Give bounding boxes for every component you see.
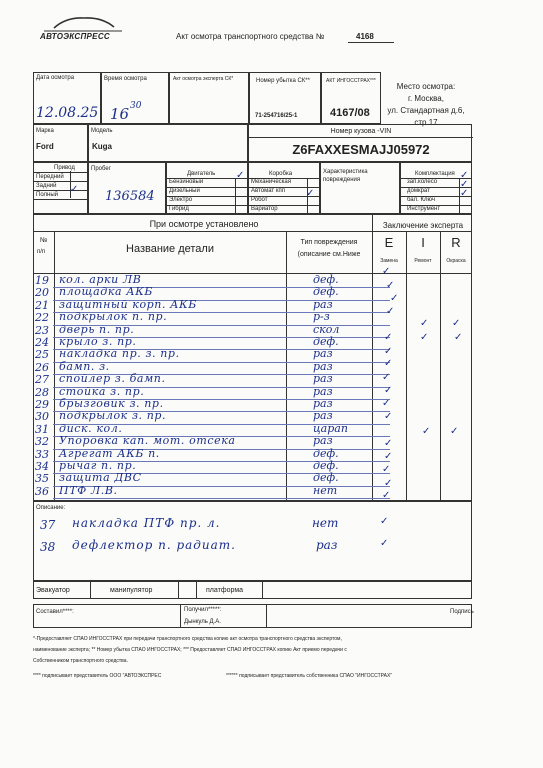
footnote: *-Предоставляет СПАО ИНГОССТРАХ при передачи транспортного средства копию акт осмотра транспортного средства экспертом, — [33, 636, 342, 642]
gearbox-box: Коробка Механическая Автомат кпп Робот Вариатор — [248, 162, 320, 214]
vin-value: Z6FAXXESMAJJ05972 — [292, 142, 430, 157]
row-number: 24 — [35, 336, 49, 349]
damage-type: деф. — [313, 471, 339, 485]
check-mark-icon: ✓ — [460, 188, 469, 199]
check-mark-icon: ✓ — [380, 538, 389, 549]
row-number: 33 — [35, 447, 49, 461]
loss-number-box[interactable]: Номер убытка СК** 71-254716/25-1 — [249, 72, 321, 124]
check-mark-icon: ✓ — [306, 188, 315, 199]
check-mark-icon: ✓ — [384, 411, 393, 422]
logo — [36, 14, 128, 44]
damage-type: царап — [313, 421, 348, 435]
part-name: дверь п. пр. — [59, 322, 135, 336]
part-name: защита ДВС — [59, 471, 142, 485]
check-mark-icon: ✓ — [382, 266, 391, 277]
part-name: стойка з. пр. — [59, 384, 145, 398]
check-mark-icon: ✓ — [384, 451, 393, 462]
check-mark-icon: ✓ — [452, 318, 461, 329]
row-number: 25 — [35, 348, 49, 362]
vin-box[interactable]: Номер кузова -VIN Z6FAXXESMAJJ05972 — [248, 124, 472, 162]
damage-type: нет — [313, 483, 338, 497]
damage-type: деф. — [313, 285, 339, 299]
brand-box[interactable]: Марка Ford — [33, 124, 88, 162]
footnote: наименование эксперта; ** Номер убытка СПАО ИНГОССТРАХ; *** Предоставляет СПАО ИНГОССТРАХ копию Акт приемо передачи с — [33, 647, 347, 653]
check-mark-icon: ✓ — [384, 438, 393, 449]
part-name: брызговик з. пр. — [59, 397, 164, 410]
row-number: 23 — [35, 323, 49, 337]
row-number: 26 — [35, 360, 49, 374]
established-title: При осмотре установлено — [149, 219, 259, 229]
check-mark-icon: ✓ — [422, 426, 431, 437]
check-mark-icon: ✓ — [70, 184, 79, 195]
col-part-name: Название детали — [126, 243, 214, 255]
row-number: 20 — [35, 286, 49, 300]
table-header: При осмотре установлено Заключение эксперта № п/п Название детали Тип повреждения (описание см.Ниже E I R Замена Ремонт Окраска — [33, 214, 472, 274]
row-number: 19 — [35, 274, 49, 287]
check-mark-icon: ✓ — [384, 385, 393, 396]
check-mark-icon: ✓ — [390, 293, 399, 304]
part-name: ПТФ Л.В. — [59, 483, 118, 497]
logo-text: АВТОЭКСПРЕСС — [40, 32, 110, 41]
damage-type: раз — [313, 409, 333, 423]
table-row[interactable] — [33, 483, 472, 499]
bottom-note-right: ****** подписывает представитель собственника СПАО "ИНГОССТРАХ" — [226, 673, 393, 679]
part-name: защитный корп. АКБ — [59, 297, 197, 311]
row-underline — [53, 498, 390, 499]
damage-type: деф. — [313, 446, 339, 460]
mileage-box[interactable]: Пробег 136584 — [88, 162, 166, 214]
damage-type: раз — [313, 297, 333, 311]
check-mark-icon: ✓ — [384, 358, 393, 369]
check-mark-icon: ✓ — [382, 398, 391, 409]
part-name: подкрылок з. пр. — [59, 409, 167, 423]
part-name: крыло з. пр. — [59, 335, 137, 348]
check-mark-icon: ✓ — [382, 464, 391, 475]
part-name: кол. арки ЛВ — [59, 273, 142, 286]
check-mark-icon: ✓ — [460, 179, 469, 190]
check-mark-icon: ✓ — [236, 170, 245, 181]
damage-type: скол — [313, 322, 340, 336]
damage-type: раз — [313, 372, 333, 386]
part-name: Агрегат АКБ п. — [59, 446, 160, 460]
drive-box: Привод Передний Задний Полный — [33, 162, 88, 214]
signatures-row[interactable]: Составил****: Получил*****: Дынкуль Д.А. Подпись — [33, 604, 472, 628]
row-number: 28 — [35, 385, 49, 399]
check-mark-icon: ✓ — [384, 332, 393, 343]
check-mark-icon: ✓ — [450, 426, 459, 437]
part-name: накладка пр. з. пр. — [59, 347, 180, 361]
damage-characteristic-box[interactable]: Характеристика повреждения — [320, 162, 400, 214]
row-number: 21 — [35, 298, 49, 312]
damage-type: деф. — [313, 459, 339, 472]
conclusion-title: Заключение эксперта — [382, 221, 464, 230]
part-name: площадка АКБ — [59, 285, 154, 299]
part-name: бамп. з. — [59, 359, 110, 373]
damage-type: раз — [313, 397, 333, 410]
check-mark-icon: ✓ — [420, 318, 429, 329]
ingos-act-box[interactable]: АКТ ИНГОССТРАХ*** 4167/08 — [321, 72, 381, 124]
footnote: Собственником транспортного средства. — [33, 658, 128, 664]
part-name: рычаг п. пр. — [59, 459, 137, 472]
damage-type: р-з — [313, 310, 330, 324]
damage-type: раз — [313, 384, 333, 398]
row-number: 31 — [35, 422, 49, 436]
date-box[interactable]: Дата осмотра 12.08.25 — [33, 72, 101, 124]
row-number: 32 — [35, 435, 49, 449]
bottom-note-left: **** подписывает представитель ООО "АВТОЭКСПРЕС — [33, 673, 162, 679]
row-number: 27 — [35, 373, 49, 387]
check-mark-icon: ✓ — [386, 306, 395, 317]
row-number: 35 — [35, 472, 49, 486]
check-mark-icon: ✓ — [386, 280, 395, 291]
row-number: 29 — [35, 398, 49, 411]
row-number: 34 — [35, 460, 49, 473]
part-name: спойлер з. бамп. — [59, 372, 166, 386]
description-box[interactable]: Описание: — [33, 501, 472, 581]
hw-date: 12.08.25 — [36, 105, 99, 121]
row-number: 22 — [35, 311, 49, 325]
engine-box: Двигатель Бензиновый Дизельный Электро Гибрид — [166, 162, 248, 214]
damage-type: раз — [313, 359, 333, 373]
row-number: 30 — [35, 410, 49, 424]
transport-row: Эвакуатор манипулятор платформа — [33, 581, 472, 599]
doc-title: Акт осмотра транспортного средства № — [176, 32, 325, 41]
check-mark-icon: ✓ — [454, 332, 463, 343]
inspection-place: Место осмотра: г. Москва, ул. Стандартная д.6, стр.17 — [387, 82, 465, 127]
row-number: 36 — [35, 484, 49, 498]
part-name: диск. кол. — [59, 421, 123, 435]
doc-number: 4168 — [356, 32, 374, 41]
check-mark-icon: ✓ — [380, 516, 389, 527]
check-mark-icon: ✓ — [382, 490, 391, 501]
damage-type: раз — [313, 434, 333, 448]
damage-type: раз — [313, 347, 333, 361]
expert-act-box[interactable]: Акт осмотра эксперта СК* — [169, 72, 249, 124]
damage-type: деф. — [313, 335, 339, 348]
kit-box: Комплектация зап.колесо домкрат бал. Ключ Инструмент — [400, 162, 472, 214]
check-mark-icon: ✓ — [460, 170, 469, 181]
part-name: Упоровка кап. мот. отсека — [59, 434, 236, 448]
model-box[interactable]: Модель Kuga — [88, 124, 248, 162]
part-name: подкрылок п. пр. — [59, 310, 168, 324]
damage-type: деф. — [313, 273, 339, 286]
time-box[interactable]: Время осмотра 16 30 — [101, 72, 169, 124]
check-mark-icon: ✓ — [384, 478, 393, 489]
check-mark-icon: ✓ — [382, 372, 391, 383]
check-mark-icon: ✓ — [420, 332, 429, 343]
check-mark-icon: ✓ — [384, 346, 393, 357]
